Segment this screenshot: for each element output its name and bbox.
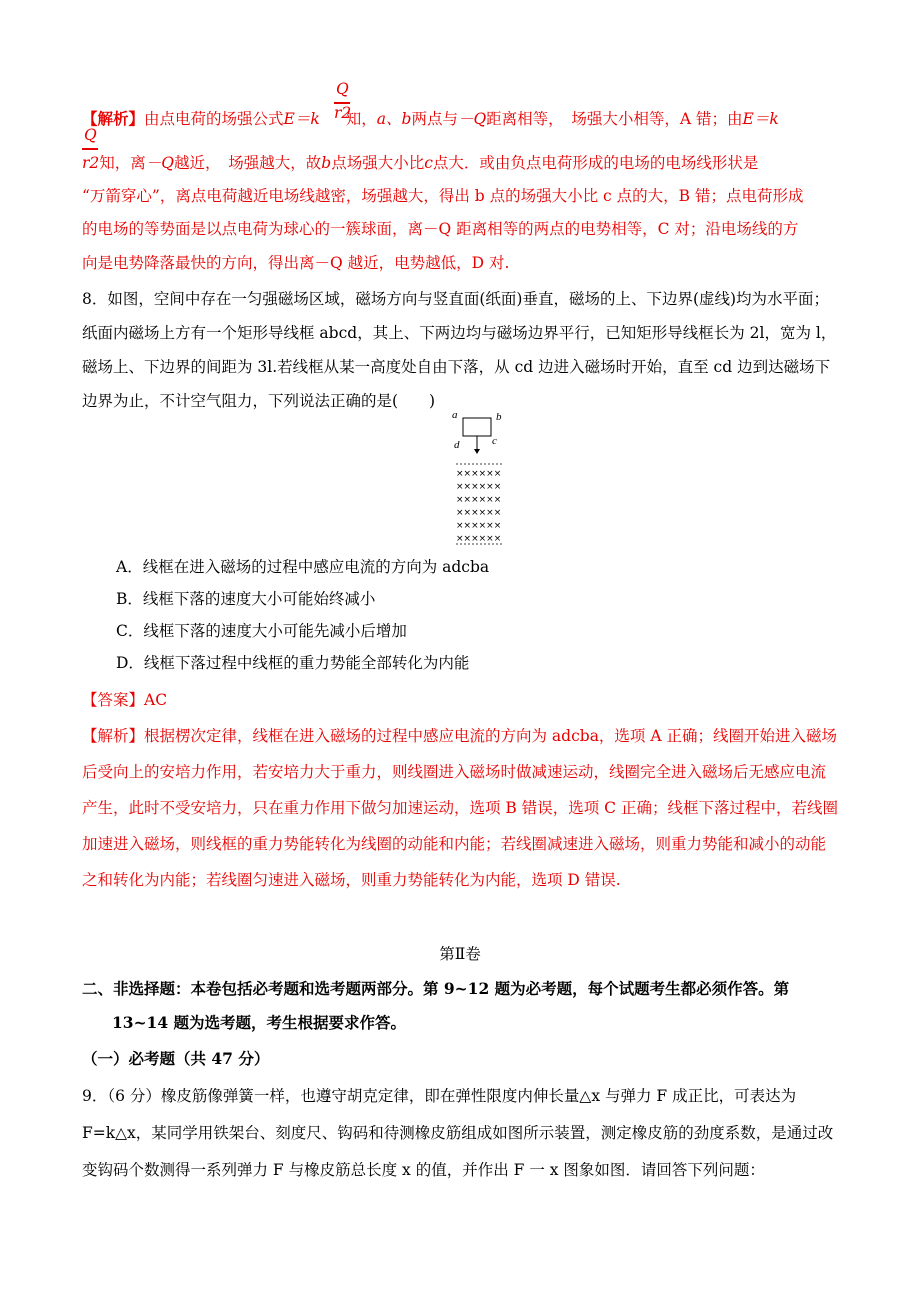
part-heading-line-2: 13~14 题为选考题，考生根据要求作答。 [112, 1013, 407, 1032]
analysis-8: 【解析】根据楞次定律，线框在进入磁场的过程中感应电流的方向为 adcba，选项 A 正确；线圈开始进入磁场后受向上的安培力作用，若安培力大于重力，则线圈进入磁场时做减速运动，线圈完全进入磁场后无感应电流产生，此时不受安培力，只在重力作用下做匀加速运动，选项 B 错误，选项 C 正确；线框下落过程中，若线圈加速进入磁场，则线框的重力势能转化为线圈的动能和内能；若线圈减速进入磁场，则重力势能和减小的动能之和转化为内能；若线圈匀速进入磁场，则重力势能转化为内能，选项 D 错误. [82, 727, 838, 889]
text: －Q [457, 110, 487, 128]
fraction-numerator: Q [84, 126, 97, 144]
text: 越近， 场强越大，故 [174, 154, 322, 172]
text: 知，离 [99, 154, 146, 172]
cross-row: ×××××× [456, 521, 502, 531]
formula: E＝k [283, 110, 320, 128]
question-9-stem: 9．（6 分）橡皮筋像弹簧一样，也遵守胡克定律，即在弹性限度内伸长量△x 与弹力 F 成正比，可表达为 F=k△x，某同学用铁架台、刻度尺、钩码和待测橡皮筋组成如图所示装置，测定橡皮筋的劲度系数，是通过改变钩码个数测得一系列弹力 F 与橡皮筋总长度 x 的值，并作出 F 一 x 图象如图．请回答下列问题： [82, 1087, 834, 1179]
option-d: D．线框下落过程中线框的重力势能全部转化为内能 [116, 654, 470, 672]
cross-row: ×××××× [456, 469, 502, 479]
answer-8: 【答案】AC [82, 691, 168, 709]
option-b: B．线框下落的速度大小可能始终减小 [116, 590, 376, 608]
formula: E＝k [742, 110, 779, 128]
label-c: c [492, 435, 497, 447]
option-a: A．线框在进入磁场的过程中感应电流的方向为 adcba [116, 558, 490, 576]
part-title: 第Ⅱ卷 [439, 945, 481, 963]
text: a、b [376, 110, 412, 128]
fraction-bar [82, 148, 98, 150]
wire-frame [463, 418, 491, 436]
option-c: C．线框下落的速度大小可能先减小后增加 [116, 622, 407, 640]
fraction-numerator: Q [336, 80, 349, 98]
analysis-tag: 【解析】 [82, 109, 145, 128]
text: 点大．或由负点电荷形成的电场的电场线形状是 [432, 154, 759, 172]
cross-row: ×××××× [456, 495, 502, 505]
analysis-7-line-3: “万箭穿心”，离点电荷越近电场线越密，场强越大，得出 b 点的场强大小比 c 点的大，B 错；点电荷形成 [82, 187, 804, 205]
cross-row: ×××××× [456, 508, 502, 518]
section-heading: （一）必考题（共 47 分） [82, 1049, 270, 1068]
analysis-7-line-2 [82, 152, 840, 174]
fraction-denominator: r2 [82, 154, 100, 172]
label-d: d [454, 439, 460, 451]
text: b [321, 154, 332, 172]
magnetic-field-figure [440, 404, 520, 554]
cross-row: ×××××× [456, 534, 502, 544]
arrow-head [474, 449, 480, 454]
analysis-7-line-5: 向是电势降落最快的方向，得出离－Q 越近，电势越低，D 对. [82, 254, 510, 272]
fraction-denominator: r2 [334, 104, 352, 122]
question-8-stem: 8．如图，空间中存在一匀强磁场区域，磁场方向与竖直面(纸面)垂直，磁场的上、下边界(虚线)均为水平面；纸面内磁场上方有一个矩形导线框 abcd，其上、下两边均与磁场边界平行，已知矩形导线框长为 2l，宽为 l，磁场上、下边界的间距为 3l.若线框从某一高度处自由下落，从 cd 边进入磁场时开始，直至 cd 边到达磁场下边界为止，不计空气阻力，下列说法正确的是( ) [82, 290, 837, 410]
part-heading-line-1: 二、非选择题：本卷包括必考题和选考题两部分。第 9~12 题为必考题，每个试题考生都必须作答。第 [82, 979, 790, 998]
text: －Q [145, 154, 175, 172]
analysis-7-line-4: 的电场的等势面是以点电荷为球心的一簇球面，离－Q 距离相等的两点的电势相等，C 对；沿电场线的方 [82, 220, 799, 238]
cross-row: ×××××× [456, 482, 502, 492]
label-b: b [496, 411, 502, 423]
text: 知， [345, 110, 377, 128]
text: 点场强大小比 [331, 154, 425, 172]
analysis-7-line-1 [82, 108, 840, 130]
text: c [424, 154, 433, 172]
text: 两点与 [411, 110, 458, 128]
text: 距离相等， 场强大小相等，A 错；由 [486, 110, 743, 128]
label-a: a [452, 409, 458, 421]
text: 由点电荷的场强公式 [144, 110, 284, 128]
